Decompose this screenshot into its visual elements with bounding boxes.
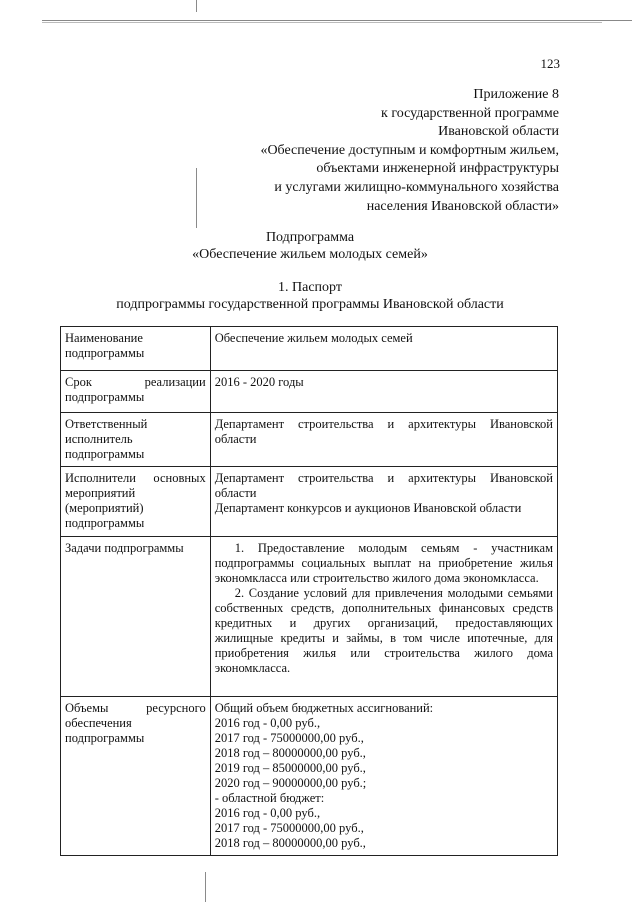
appendix-line: к государственной программе bbox=[381, 105, 559, 121]
scan-mark bbox=[196, 0, 197, 12]
row-value: Обеспечение жильем молодых семей bbox=[210, 327, 557, 371]
finance-line: 2017 год - 75000000,00 руб., bbox=[214, 731, 364, 745]
subprogram-heading: Подпрограмма bbox=[265, 230, 355, 245]
passport-subheading: подпрограммы государственной программы Ивановской области bbox=[116, 297, 504, 312]
executor-line: Департамент строительства и архитектуры Ивановской области bbox=[214, 471, 553, 500]
row-label: Ответственный исполнитель подпрограммы bbox=[61, 413, 211, 467]
row-value: 2016 - 2020 годы bbox=[210, 371, 557, 413]
row-label: Объемы ресурсного обеспечения подпрограммы bbox=[61, 697, 211, 856]
table-row bbox=[61, 537, 558, 697]
row-value: Департамент строительства и архитектуры Ивановской области bbox=[210, 413, 557, 467]
finance-line: 2016 год - 0,00 руб., bbox=[214, 716, 321, 730]
table-row bbox=[61, 697, 558, 856]
appendix-line: Приложение 8 bbox=[473, 87, 559, 102]
scan-mark bbox=[196, 168, 197, 228]
appendix-header bbox=[200, 86, 559, 216]
task-item: 1. Предоставление молодым семьям - участникам подпрограммы социальных выплат на приобретение жилья экономкласса или строительство жилого дома экономкласса. bbox=[214, 541, 553, 585]
row-label: Исполнители основных мероприятий (мероприятий) подпрограммы bbox=[61, 467, 211, 537]
finance-line: 2018 год – 80000000,00 руб., bbox=[214, 746, 366, 760]
page-number: 123 bbox=[540, 56, 560, 71]
scan-mark bbox=[205, 872, 206, 902]
table-row bbox=[61, 467, 558, 537]
passport-title bbox=[60, 279, 560, 313]
appendix-line: населения Ивановской области» bbox=[366, 198, 559, 214]
passport-heading: 1. Паспорт bbox=[278, 280, 342, 295]
row-label: Задачи подпрограммы bbox=[61, 537, 211, 697]
finance-line: 2018 год – 80000000,00 руб., bbox=[214, 836, 366, 850]
executor-line: Департамент конкурсов и аукционов Ивановской области bbox=[214, 501, 522, 515]
task-item: 2. Создание условий для привлечения молодыми семьями собственных средств, дополнительных финансовых средств кредитных и других организаций, предоставляющих жилищные кредиты и займы, в том числе ипотечные, для приобретения жилья или строительства жилого дома экономкласса. bbox=[214, 586, 553, 675]
row-value bbox=[210, 467, 557, 537]
appendix-line: объектами инженерной инфраструктуры bbox=[316, 161, 559, 177]
finance-line: 2020 год – 90000000,00 руб.; bbox=[214, 776, 367, 790]
table-row bbox=[61, 371, 558, 413]
passport-table bbox=[60, 326, 558, 856]
finance-line: - областной бюджет: bbox=[214, 791, 325, 805]
row-value bbox=[210, 537, 557, 697]
appendix-line: и услугами жилищно-коммунального хозяйства bbox=[274, 179, 559, 195]
table-row bbox=[61, 413, 558, 467]
appendix-line: «Обеспечение доступным и комфортным жильем, bbox=[260, 142, 559, 158]
subprogram-title bbox=[60, 229, 560, 263]
appendix-line: Ивановской области bbox=[438, 124, 559, 140]
finance-line: 2016 год - 0,00 руб., bbox=[214, 806, 321, 820]
scan-edge-line bbox=[42, 20, 632, 21]
finance-line: 2019 год – 85000000,00 руб., bbox=[214, 761, 366, 775]
subprogram-name: «Обеспечение жильем молодых семей» bbox=[192, 247, 428, 262]
scan-edge-line bbox=[42, 22, 602, 23]
table-row bbox=[61, 327, 558, 371]
finance-line: 2017 год - 75000000,00 руб., bbox=[214, 821, 364, 835]
row-label: Срок реализации подпрограммы bbox=[61, 371, 211, 413]
row-value bbox=[210, 697, 557, 856]
row-label: Наименование подпрограммы bbox=[61, 327, 211, 371]
finance-line: Общий объем бюджетных ассигнований: bbox=[214, 701, 434, 715]
